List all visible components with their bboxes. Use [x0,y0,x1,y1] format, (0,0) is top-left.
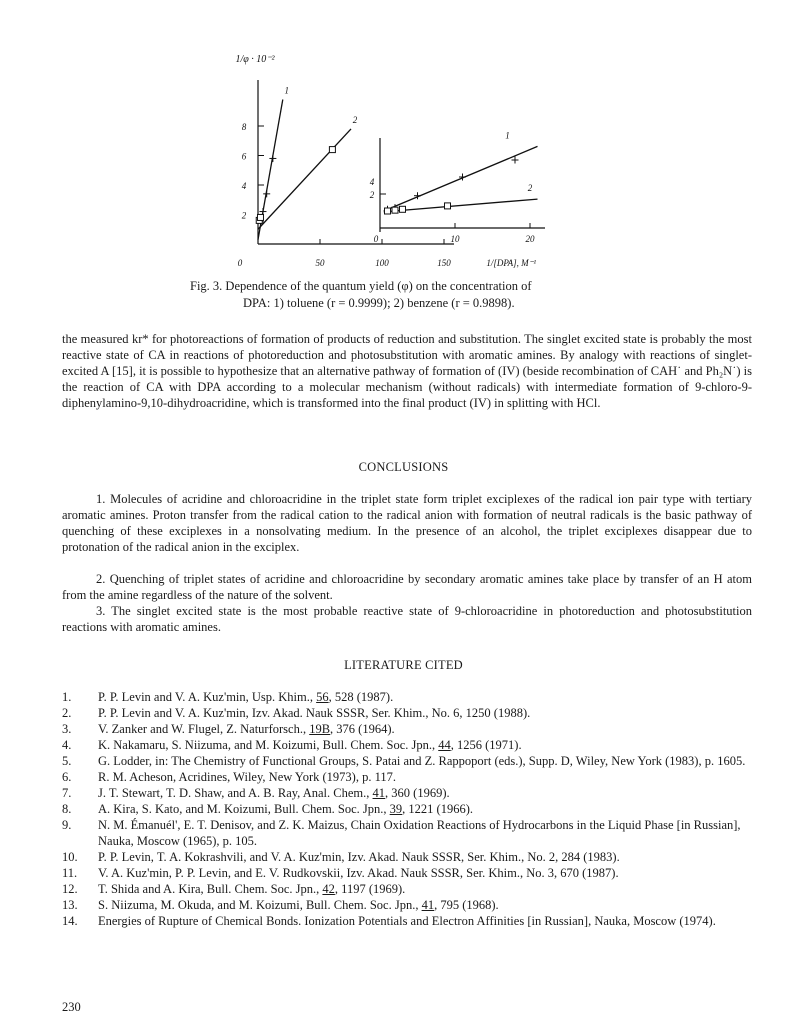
inset-x-tick-label: 10 [450,234,460,244]
reference-text [98,721,752,737]
reference-item [62,705,752,721]
reference-number: 1. [62,690,72,704]
reference-number: 14. [62,914,78,928]
reference-text [98,769,752,785]
reference-citation: S. Niizuma, M. Okuda, and M. Koizumi, Bull. Chem. Soc. Jpn., [98,898,422,912]
reference-text [98,753,752,769]
reference-list [62,689,752,929]
reference-text [98,913,752,929]
reference-item [62,913,752,929]
reference-number: 6. [62,770,72,784]
reference-number: 10. [62,850,78,864]
literature-heading: LITERATURE CITED [344,658,463,672]
reference-item [62,737,752,753]
reference-citation: R. M. Acheson, Acridines, Wiley, New York (1973), p. 117. [98,770,396,784]
reference-citation: K. Nakamaru, S. Niizuma, and M. Koizumi, Bull. Chem. Soc. Jpn., [98,738,439,752]
reference-number: 9. [62,818,72,832]
reference-pages: , 1256 (1971). [450,738,522,752]
reference-number: 7. [62,786,72,800]
inset-x-axis-label: 1/[DPA], M⁻¹ [486,258,537,268]
reference-text [98,801,752,817]
inset-point-square [385,208,391,214]
reference-citation: T. Shida and A. Kira, Bull. Chem. Soc. Jpn., [98,882,323,896]
inset-point-square [400,206,406,212]
reference-citation: P. P. Levin and V. A. Kuz'min, Usp. Khim., [98,690,317,704]
reference-item [62,801,752,817]
reference-number: 11. [62,866,78,880]
page-number: 230 [62,1000,81,1014]
reference-text [98,881,752,897]
reference-citation: Energies of Rupture of Chemical Bonds. Ionization Potentials and Electron Affinities [in Russian], Nauka, Moscow (1974). [98,914,716,928]
main-curve-label-2: 2 [352,114,358,125]
reference-citation: V. Zanker and W. Flugel, Z. Naturforsch., [98,722,310,736]
caption-line-1: Fig. 3. Dependence of the quantum yield (φ) on the concentration of [190,279,532,293]
reference-pages: , 1197 (1969). [334,882,406,896]
reference-item [62,689,752,705]
reference-item [62,817,752,849]
reference-item [62,881,752,897]
reference-item [62,753,752,769]
reference-item [62,785,752,801]
reference-pages: , 795 (1968). [434,898,499,912]
main-y-tick-label: 8 [241,122,247,132]
reference-citation: P. P. Levin and V. A. Kuz'min, Izv. Akad. Nauk SSSR, Ser. Khim., No. 6, 1250 (1988). [98,706,531,720]
figure-3-plot [225,40,565,280]
reference-volume: 42 [322,882,335,896]
main-curve-label-1: 1 [284,85,290,96]
reference-text [98,705,752,721]
main-y-tick-label: 2 [241,210,247,221]
inset-x-tick-label: 0 [373,234,379,244]
reference-citation: V. A. Kuz'min, P. P. Levin, and E. V. Rudkovskii, Izv. Akad. Nauk SSSR, Ser. Khim., No. 3, 670 (1987). [98,866,619,880]
reference-item [62,721,752,737]
main-point-plus [263,190,270,197]
reference-citation: A. Kira, S. Kato, and M. Koizumi, Bull. Chem. Soc. Jpn., [98,802,390,816]
reference-pages: , 528 (1987). [328,690,394,704]
reference-volume: 39 [389,802,403,816]
reference-text [98,849,752,865]
reference-citation: J. T. Stewart, T. D. Shaw, and A. B. Ray, Anal. Chem., [98,786,373,800]
conclusions-heading: CONCLUSIONS [358,460,449,474]
inset-curve-label-2: 2 [527,183,533,194]
inset-curve-label-1: 1 [505,130,510,141]
reference-pages: , 1221 (1966). [402,802,473,816]
main-y-tick-label: 4 [241,181,247,191]
reference-volume: 41 [421,898,435,912]
reference-volume: 44 [438,738,451,752]
reference-number: 13. [62,898,78,912]
main-x-tick-label: 0 [237,258,243,268]
axis-labels [235,54,536,268]
conclusion-item-3: 3. The singlet excited state is the most probable reactive state of 9-chloroacridine in photoreduction and photosubstitution reactions with aromatic amines. [62,604,752,634]
main-point-square [329,147,335,153]
main-x-tick-label: 50 [315,258,325,268]
main-point-plus [269,155,276,162]
reference-volume: 56 [316,690,329,704]
data-points [256,147,518,226]
reference-volume: 19B [309,722,331,736]
conclusion-item-1: 1. Molecules of acridine and chloroacridine in the triplet state form triplet exciplexes of the radical ion pair type with tertiary aromatic amines. Proton transfer from the radical cation to the radical anion with formation of neutral radicals is the basic pathway of quenching of these exciplexes in a nonsolvating medium. In the presence of an alcohol, the triplet exciplexes disappear due to protonation of the radical anion in the exciplex. [62,492,752,554]
reference-text [98,737,752,753]
reference-number: 12. [62,882,78,896]
reference-text [98,785,752,801]
reference-item [62,865,752,881]
main-point-square [257,214,263,220]
figure-caption [190,278,620,312]
y-axis-label: 1/φ · 10⁻² [235,54,275,65]
main-fit-line-2 [258,129,351,229]
reference-text [98,817,752,849]
reference-number: 3. [62,722,72,736]
inset-y-tick-label: 2 [369,190,375,200]
reference-pages: , 360 (1969). [385,786,450,800]
reference-number: 5. [62,754,72,768]
reference-citation: P. P. Levin, T. A. Kokrashvili, and V. A. Kuz'min, Izv. Akad. Nauk SSSR, Ser. Khim., No. 2, 284 (1983). [98,850,620,864]
reference-citation: N. M. Émanuél', E. T. Denisov, and Z. K. Maizus, Chain Oxidation Reactions of Hydrocarbons in the Liquid Phase [in Russian], Nauka, Moscow (1965), p. 105. [98,818,741,848]
main-x-tick-label: 150 [437,258,451,268]
inset-point-square [445,203,451,209]
inset-point-square [392,207,398,213]
main-y-tick-label: 6 [241,151,247,162]
main-x-tick-label: 100 [375,258,389,268]
reference-pages: , 376 (1964). [330,722,395,736]
reference-number: 8. [62,802,72,816]
inset-y-label: 4 [369,177,375,187]
reference-item [62,849,752,865]
reference-number: 4. [62,738,72,752]
reference-text [98,865,752,881]
reference-item [62,769,752,785]
reference-number: 2. [62,706,72,720]
conclusion-item-2: 2. Quenching of triplet states of acridine and chloroacridine by secondary aromatic amines take place by transfer of an H atom from the amine regardless of the nature of the solvent. [62,572,752,602]
reference-text [98,897,752,913]
caption-line-2: DPA: 1) toluene (r = 0.9999); 2) benzene (r = 0.9898). [243,296,515,310]
fit-lines [258,99,538,239]
inset-x-tick-label: 20 [525,234,535,244]
body-paragraph: the measured kr* for photoreactions of formation of products of reduction and substitution. The singlet excited state is probably the most reactive state of CA in reactions of photoreduction and photosubstitution with aromatic amines. By analogy with reactions of singlet-excited A [15], it is possible to hypothesize that an alternative pathway of formation of (IV) (beside recombination of CAH˙ and Ph₂N˙) is the reaction of CA with DPA according to a molecular mechanism (without radicals) with intermediate formation of 9-chloro-9-diphenylamino-9,10-dihydroacridine, which is transformed into the final product (IV) in splitting with HCl. [62,332,752,410]
reference-text [98,689,752,705]
reference-citation: G. Lodder, in: The Chemistry of Functional Groups, S. Patai and Z. Rappoport (eds.), Supp. D, Wiley, New York (1983), p. 1605. [98,754,746,768]
reference-item [62,897,752,913]
reference-volume: 41 [372,786,386,800]
